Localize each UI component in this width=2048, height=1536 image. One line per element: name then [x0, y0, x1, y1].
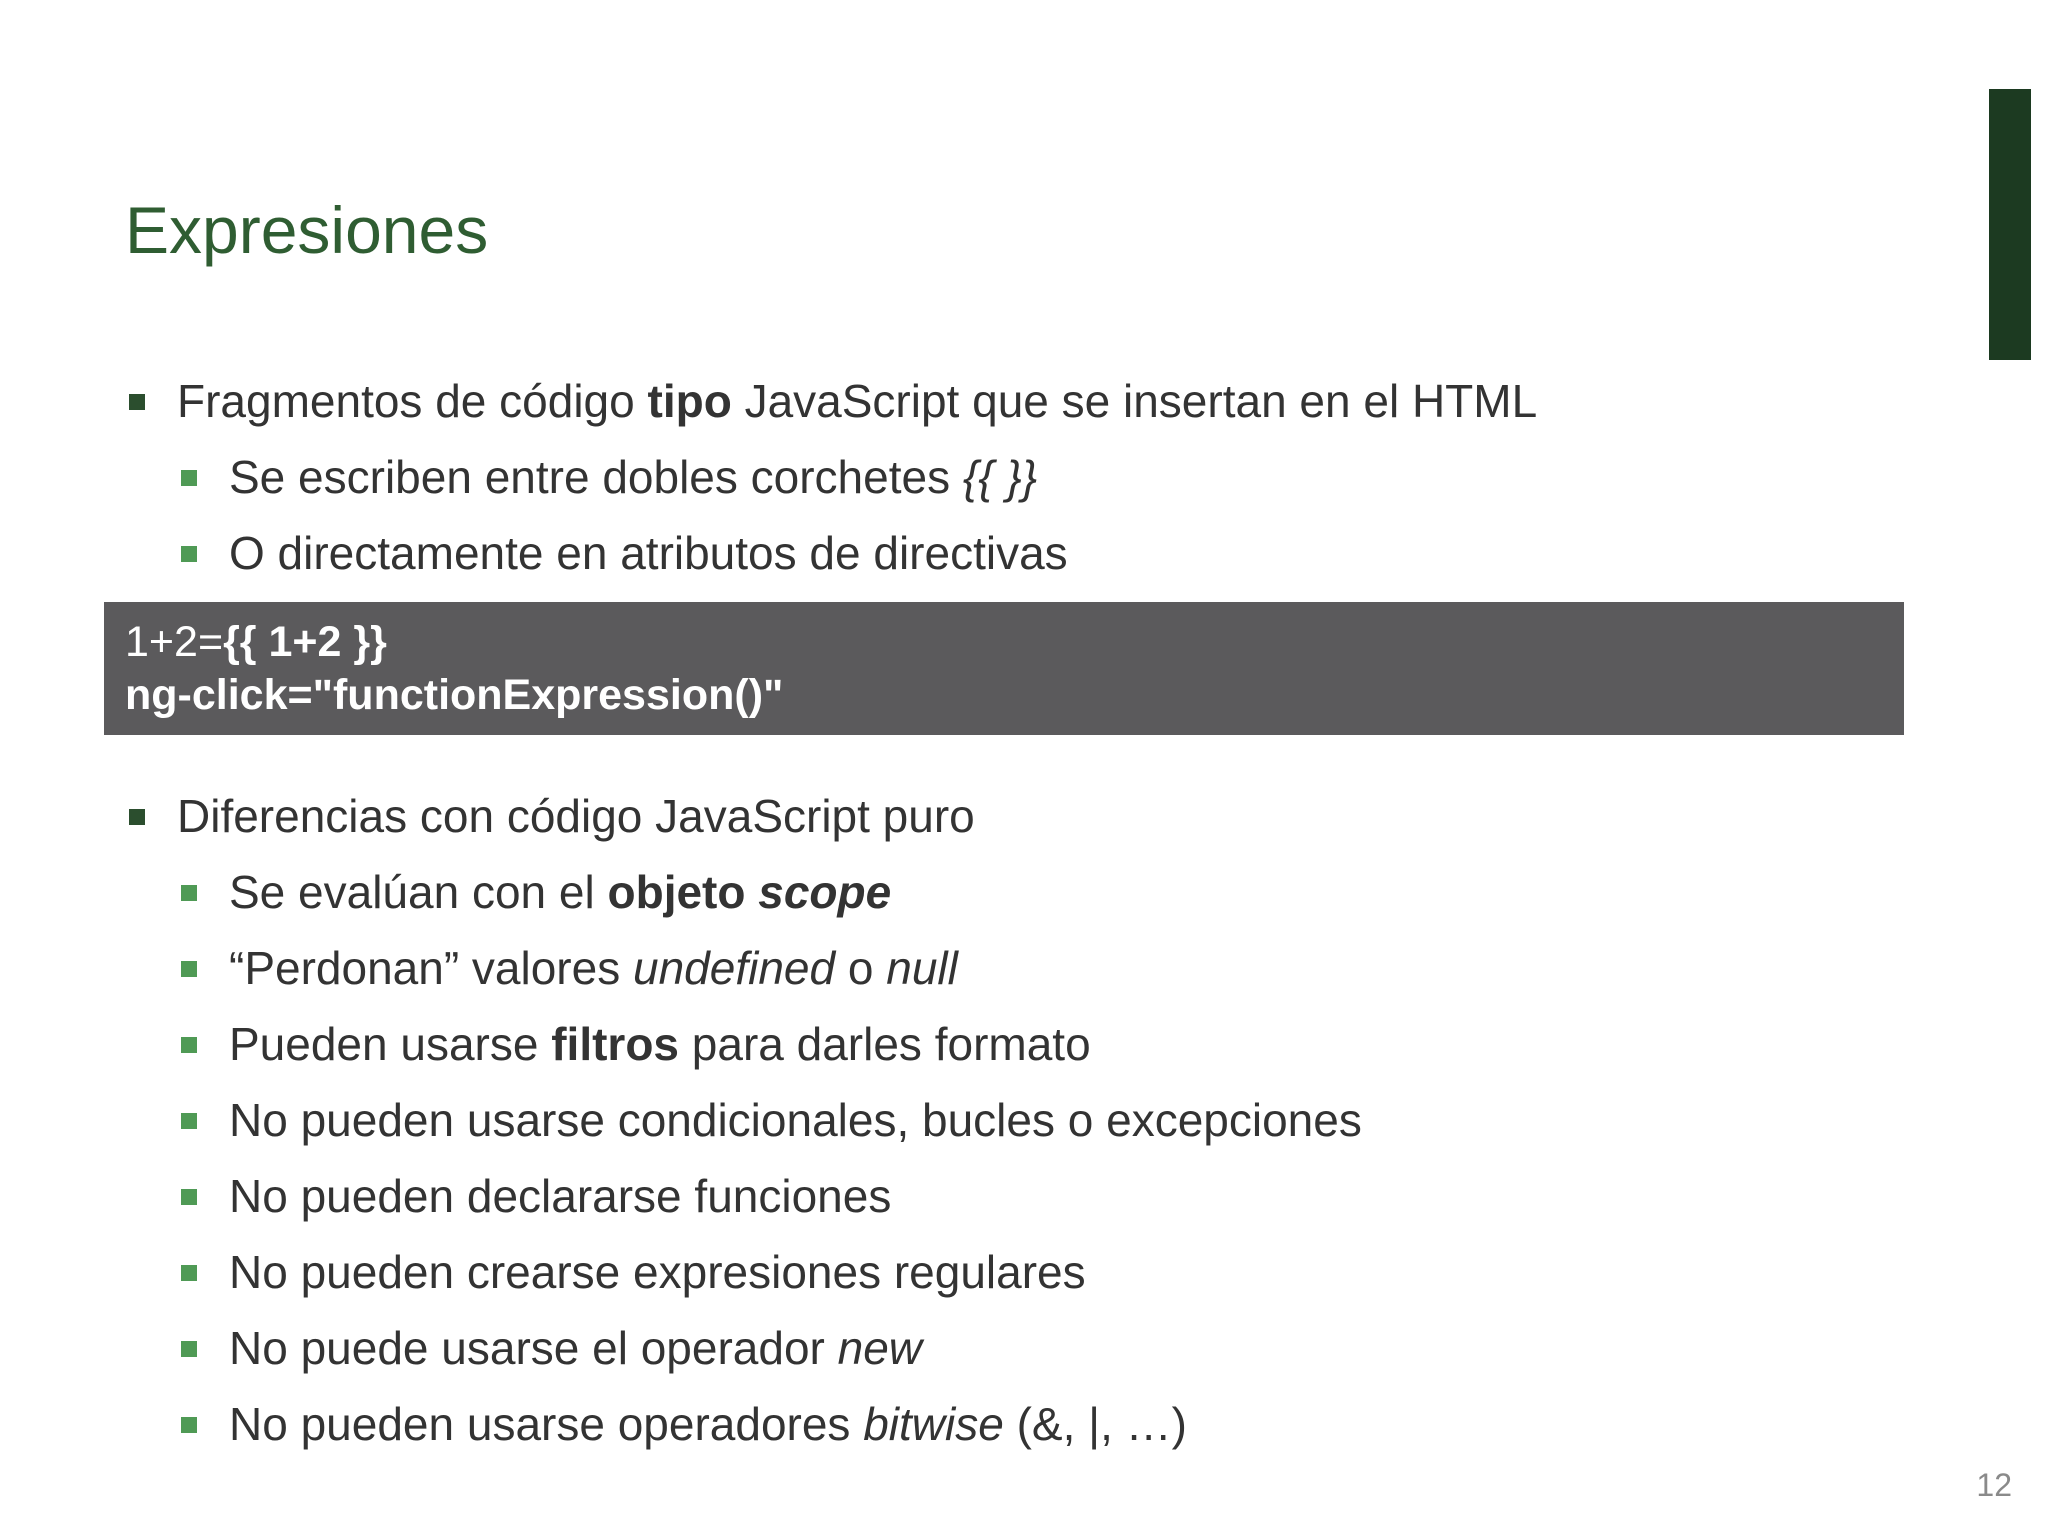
text-run: (&, |, …) [1003, 1398, 1187, 1450]
bold-italic-term-scope: scope [758, 866, 892, 918]
code-example-box [104, 602, 1904, 735]
text-run: Se evalúan con el [229, 866, 608, 918]
code-directive: ng-click="functionExpression()" [125, 671, 784, 719]
code-text: 1+2= [125, 618, 224, 666]
text-run: No pueden declararse funciones [229, 1170, 892, 1222]
square-bullet-icon [181, 1265, 197, 1281]
code-line-1 [125, 616, 1904, 669]
italic-term-bitwise: bitwise [863, 1398, 1004, 1450]
text-run: o [835, 942, 887, 994]
text-run: Se escriben entre dobles corchetes [229, 451, 963, 503]
text-run: O directamente en atributos de directivas [229, 527, 1068, 579]
accent-bar [1989, 89, 2031, 360]
list-item-corchetes [0, 439, 1537, 515]
text-run: Pueden usarse [229, 1018, 552, 1070]
list-item-atributos [0, 515, 1537, 591]
square-bullet-icon [181, 1189, 197, 1205]
text-run: No pueden usarse operadores [229, 1398, 864, 1450]
list-item-perdonan [0, 930, 1362, 1006]
square-bullet-icon [129, 394, 145, 410]
text-run: No pueden crearse expresiones regulares [229, 1246, 1086, 1298]
italic-term-null: null [886, 942, 958, 994]
square-bullet-icon [181, 1113, 197, 1129]
differences-list [0, 778, 1362, 1462]
square-bullet-icon [181, 961, 197, 977]
text-run: Fragmentos de código [177, 375, 648, 427]
square-bullet-icon [181, 885, 197, 901]
square-bullet-icon [181, 470, 197, 486]
italic-term-braces: {{ }} [962, 451, 1038, 503]
list-item-condicionales [0, 1082, 1362, 1158]
list-item-expresiones-regulares [0, 1234, 1362, 1310]
slide-title: Expresiones [125, 193, 489, 267]
code-line-2 [125, 669, 1904, 722]
bold-term-filtros: filtros [551, 1018, 680, 1070]
text-run: No puede usarse el operador [229, 1322, 838, 1374]
square-bullet-icon [181, 1037, 197, 1053]
square-bullet-icon [181, 1341, 197, 1357]
list-item-filtros [0, 1006, 1362, 1082]
code-expression: {{ 1+2 }} [223, 618, 387, 666]
list-item-fragmentos [0, 363, 1537, 439]
text-run: Diferencias con código JavaScript puro [177, 790, 975, 842]
text-run: JavaScript que se insertan en el HTML [731, 375, 1538, 427]
square-bullet-icon [181, 1417, 197, 1433]
text-run: para darles formato [679, 1018, 1091, 1070]
list-item-diferencias [0, 778, 1362, 854]
list-item-operador-new [0, 1310, 1362, 1386]
italic-term-undefined: undefined [632, 942, 836, 994]
list-item-scope [0, 854, 1362, 930]
list-item-bitwise [0, 1386, 1362, 1462]
page-number: 12 [1976, 1467, 2012, 1503]
text-run: No pueden usarse condicionales, bucles o excepciones [229, 1094, 1362, 1146]
square-bullet-icon [129, 809, 145, 825]
text-run: “Perdonan” valores [229, 942, 633, 994]
italic-term-new: new [837, 1322, 923, 1374]
square-bullet-icon [181, 546, 197, 562]
intro-list [0, 363, 1537, 591]
list-item-funciones [0, 1158, 1362, 1234]
bold-term-tipo: tipo [647, 375, 732, 427]
bold-term-objeto: objeto [607, 866, 759, 918]
